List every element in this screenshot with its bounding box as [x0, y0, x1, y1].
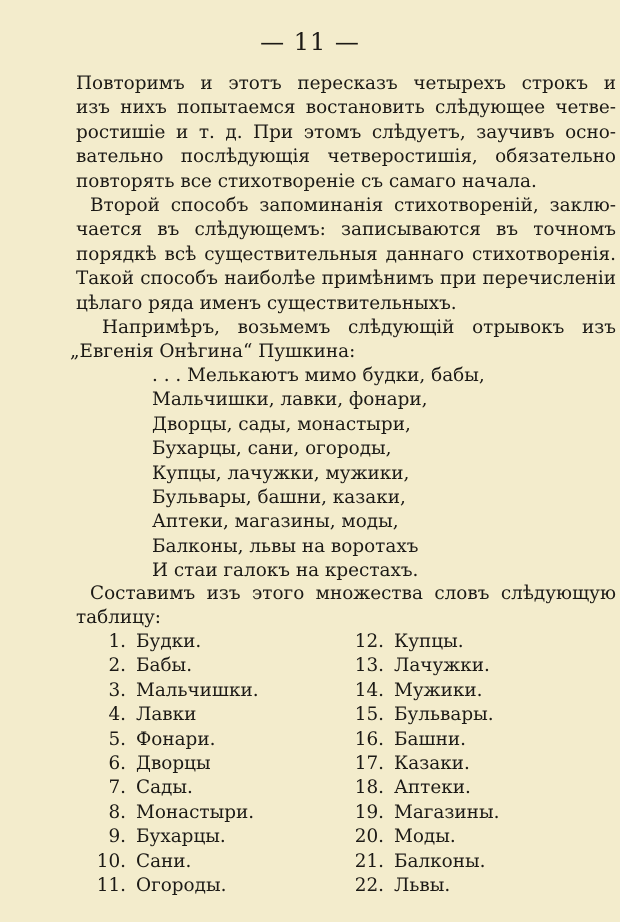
- list-item-word: Будки.: [136, 631, 202, 652]
- list-item-word: Дворцы: [136, 753, 211, 775]
- poem-line: . . . Мелькаютъ мимо будки, бабы,: [152, 365, 485, 386]
- text-line: Повторимъ и этотъ пересказъ четырехъ строкъ и: [76, 73, 616, 94]
- list-item: [350, 752, 499, 776]
- list-item-number: 17.: [354, 753, 384, 775]
- text-line: повторять все стихотвореніе съ самаго начала.: [76, 170, 537, 192]
- list-item-word: Казаки.: [394, 753, 470, 775]
- list-item-word: Сани.: [136, 850, 192, 872]
- list-item-number: 15.: [354, 704, 384, 726]
- list-item: [350, 874, 499, 898]
- poem-line: Бульвары, башни, казаки,: [152, 487, 406, 509]
- list-item-word: Моды.: [394, 826, 456, 848]
- list-item-number: 18.: [354, 777, 384, 799]
- list-item-number: 11.: [96, 875, 126, 897]
- list-item-number: 21.: [354, 850, 384, 872]
- list-item-number: 4.: [108, 704, 126, 726]
- poem-line: Мальчишки, лавки, фонари,: [152, 389, 428, 411]
- list-item: [90, 630, 259, 654]
- text-line: таблицу:: [76, 607, 161, 629]
- list-item: [350, 801, 499, 825]
- poem-line: Бухарцы, сани, огороды,: [152, 438, 392, 460]
- text-line: Составимъ изъ этого множества словъ слѣдующую: [90, 583, 616, 604]
- list-item-word: Львы.: [394, 875, 451, 897]
- text-line: вательно послѣдующія четверостишія, обязательно: [76, 146, 616, 168]
- poem-line: Аптеки, магазины, моды,: [152, 511, 399, 533]
- list-item: [350, 630, 499, 654]
- list-item: [350, 776, 499, 800]
- list-item-number: 22.: [354, 875, 384, 897]
- text-line: изъ нихъ попытаемся востановить слѣдующее четве-: [76, 97, 616, 119]
- list-item: [90, 850, 259, 874]
- list-item-word: Купцы.: [394, 631, 464, 652]
- list-item-number: 7.: [108, 777, 126, 799]
- list-item-word: Монастыри.: [136, 801, 255, 823]
- list-item-number: 19.: [354, 801, 384, 823]
- list-item-number: 3.: [108, 679, 126, 701]
- list-item-word: Бухарцы.: [136, 826, 226, 848]
- list-item-word: Магазины.: [394, 801, 500, 823]
- list-item: [90, 679, 259, 703]
- poem-line: Дворцы, сады, монастыри,: [152, 413, 411, 435]
- list-item-word: Башни.: [394, 728, 466, 750]
- word-list-right: [350, 630, 499, 898]
- list-item-number: 1.: [108, 631, 126, 652]
- text-line: цѣлаго ряда именъ существительныхъ.: [76, 292, 457, 314]
- list-item: [350, 728, 499, 752]
- list-item: [90, 752, 259, 776]
- list-item-number: 5.: [108, 728, 126, 750]
- poem-line: И стаи галокъ на крестахъ.: [152, 560, 419, 582]
- list-item: [90, 825, 259, 849]
- text-line: Напримѣръ, возьмемъ слѣдующій отрывокъ изъ: [102, 317, 616, 338]
- list-item-number: 13.: [354, 655, 384, 677]
- text-line: Такой способъ наиболѣе примѣнимъ при перечисленіи: [76, 268, 616, 290]
- list-item-word: Лачужки.: [394, 655, 490, 677]
- list-item: [90, 654, 259, 678]
- list-item-number: 12.: [354, 631, 384, 652]
- list-item: [350, 825, 499, 849]
- list-item-number: 10.: [96, 850, 126, 872]
- list-item-word: Бабы.: [136, 655, 193, 677]
- list-item-word: Огороды.: [136, 875, 227, 897]
- list-item: [350, 703, 499, 727]
- list-item: [90, 801, 259, 825]
- list-item: [90, 728, 259, 752]
- list-item-number: 20.: [354, 826, 384, 848]
- list-item-number: 14.: [354, 679, 384, 701]
- poem-line: Балконы, львы на воротахъ: [152, 535, 419, 557]
- paragraph-3: [70, 316, 616, 365]
- list-item: [90, 703, 259, 727]
- page-number: — 11 —: [260, 28, 360, 56]
- list-item: [90, 874, 259, 898]
- poem-line: Купцы, лачужки, мужики,: [152, 462, 410, 484]
- list-item-number: 16.: [354, 728, 384, 750]
- text-line: чается въ слѣдующемъ: записываются въ точномъ: [76, 219, 616, 241]
- paragraph-2: [76, 194, 616, 316]
- text-line: Второй способъ запоминанія стихотвореній, заклю-: [90, 195, 616, 216]
- list-item-word: Фонари.: [136, 728, 216, 750]
- text-line: „Евгенія Онѣгина“ Пушкина:: [70, 341, 356, 363]
- list-item-word: Бульвары.: [394, 704, 494, 726]
- paragraph-4: [76, 582, 616, 631]
- poem-excerpt: [152, 364, 485, 584]
- list-item-number: 8.: [108, 801, 126, 823]
- list-item: [350, 679, 499, 703]
- list-item-word: Балконы.: [394, 850, 486, 872]
- list-item-number: 9.: [108, 826, 126, 848]
- list-item-word: Сады.: [136, 777, 193, 799]
- list-item-word: Лавки: [136, 704, 197, 726]
- list-item: [350, 654, 499, 678]
- list-item-word: Мальчишки.: [136, 679, 259, 701]
- word-list-left: [90, 630, 259, 898]
- text-line: ростишіе и т. д. При этомъ слѣдуетъ, заучивъ осно-: [76, 121, 616, 143]
- list-item: [90, 776, 259, 800]
- list-item-word: Мужики.: [394, 679, 483, 701]
- list-item: [350, 850, 499, 874]
- list-item-number: 6.: [108, 753, 126, 775]
- list-item-word: Аптеки.: [394, 777, 471, 799]
- text-line: порядкѣ всѣ существительныя даннаго стихотворенія.: [76, 243, 616, 265]
- list-item-number: 2.: [108, 655, 126, 677]
- paragraph-1: [76, 72, 616, 194]
